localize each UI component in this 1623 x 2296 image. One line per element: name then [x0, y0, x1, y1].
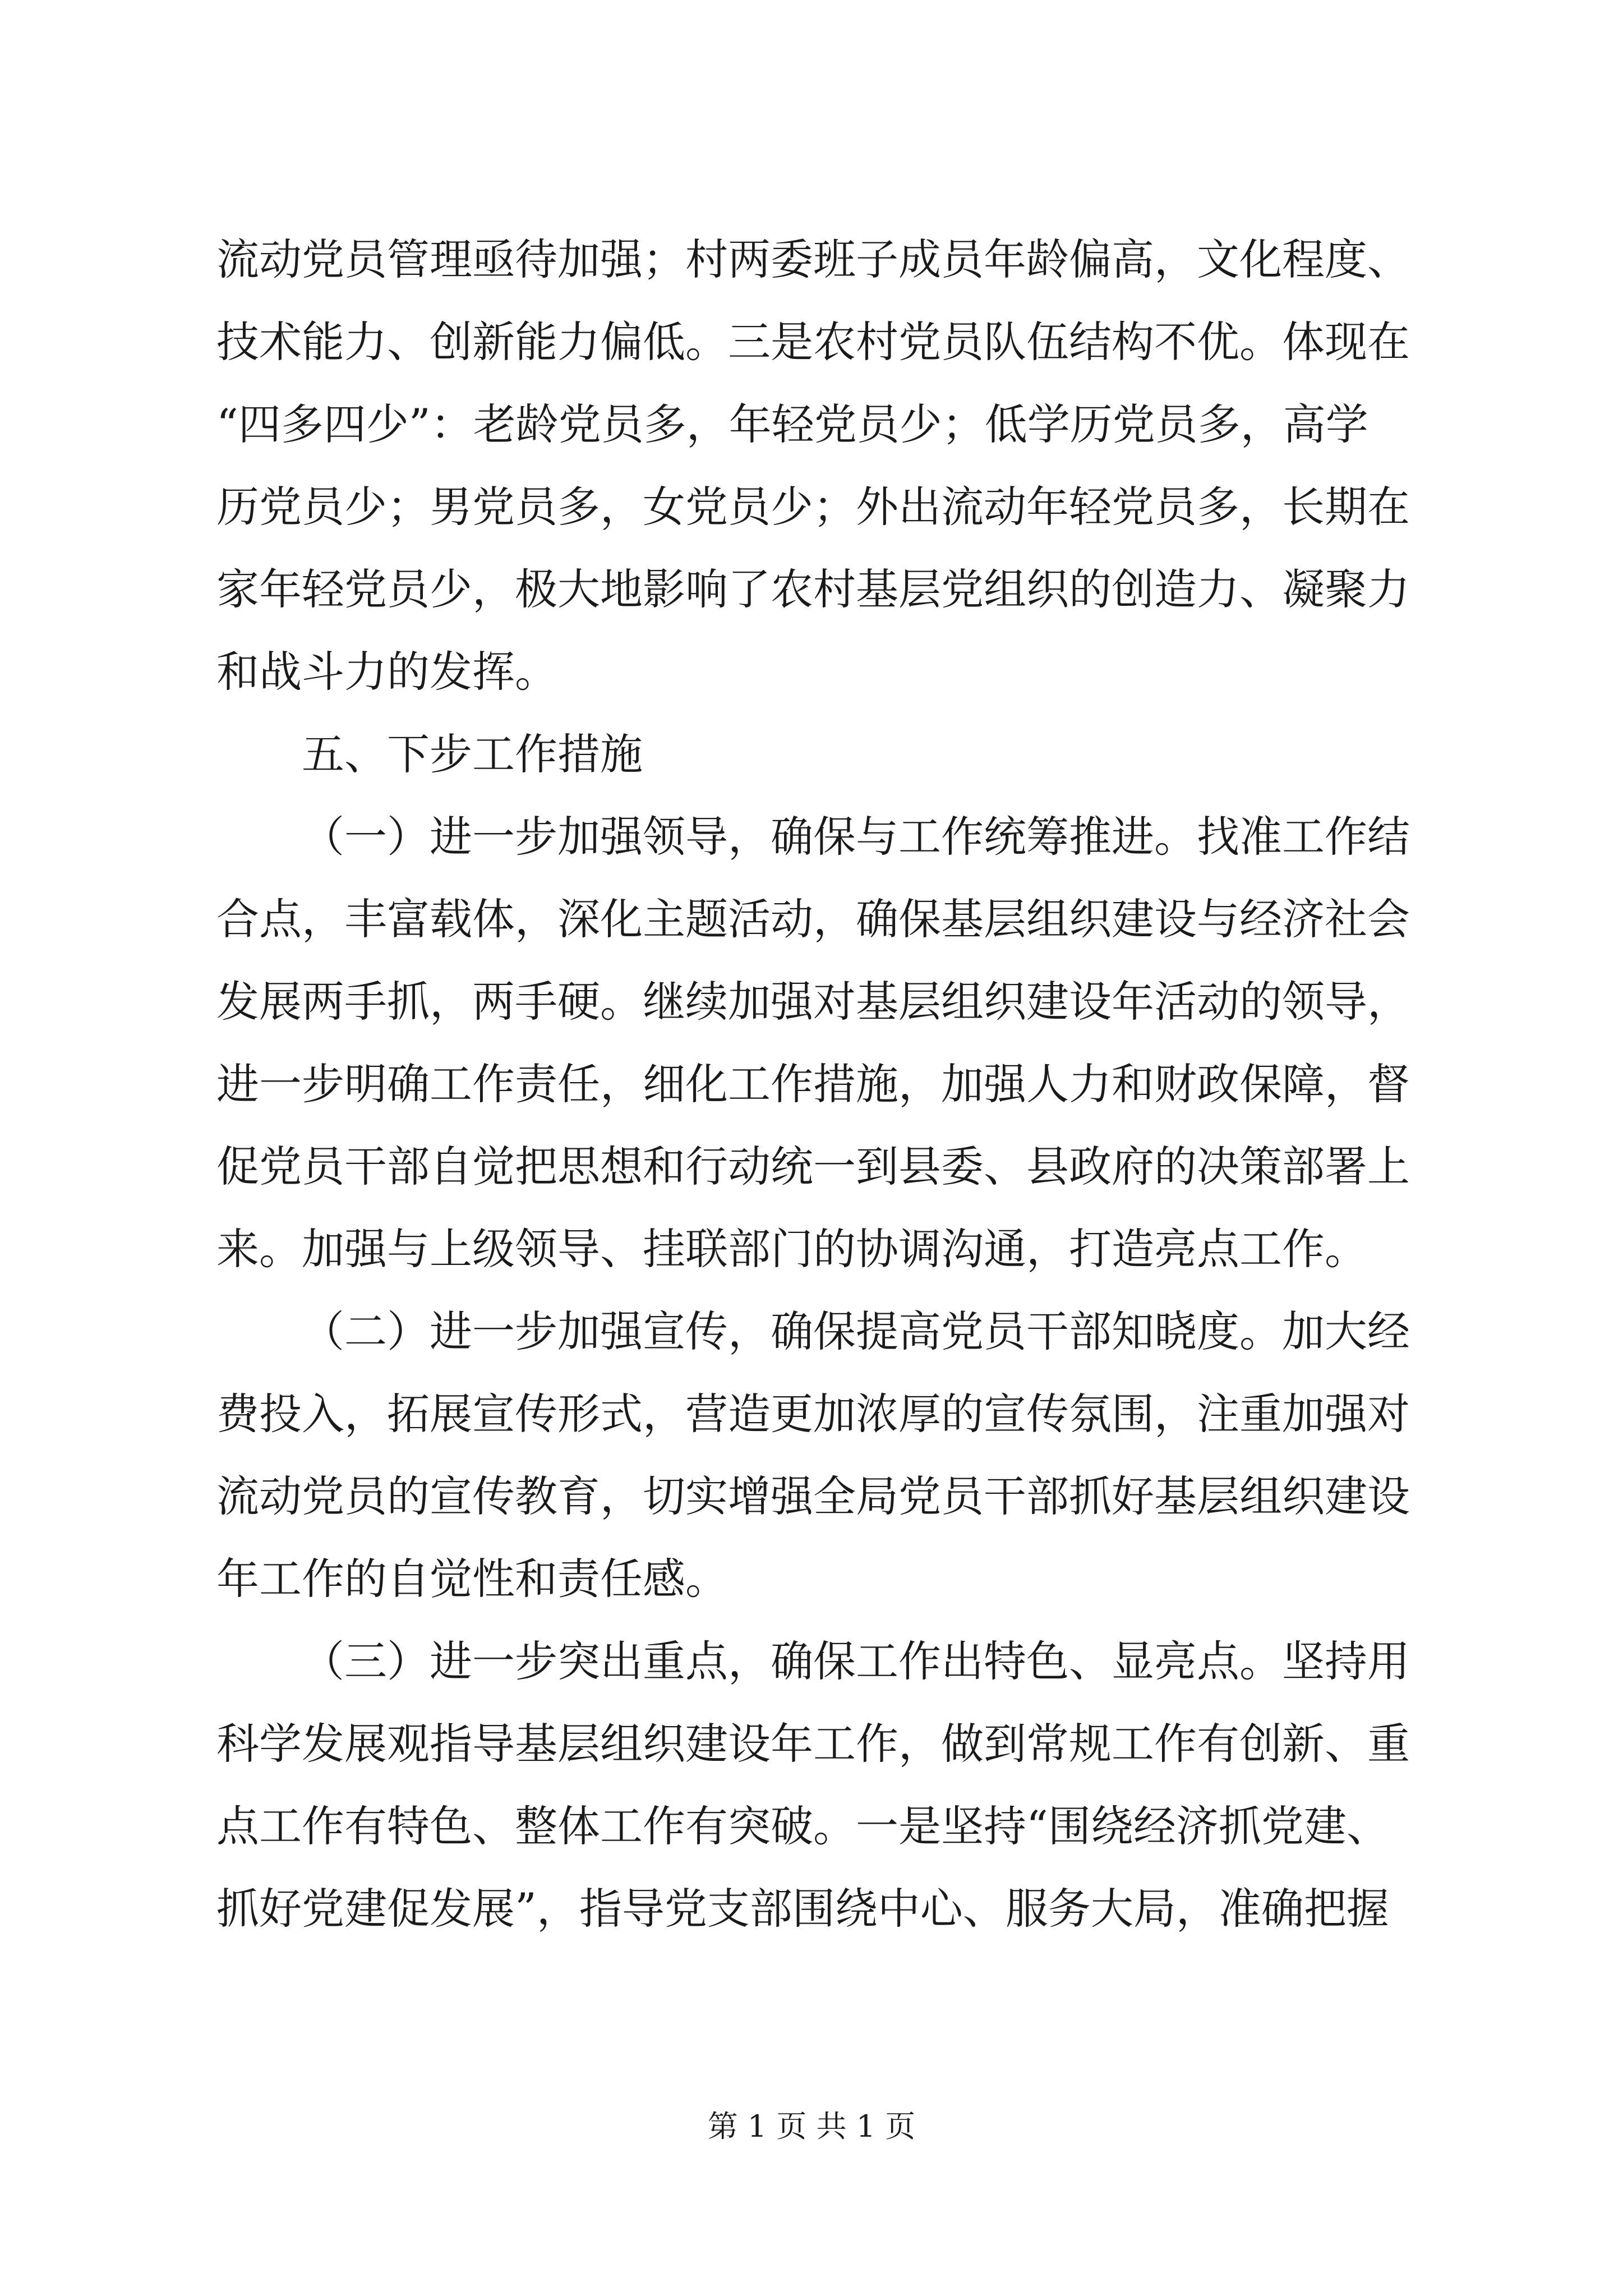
text-line-12: 促党员干部自觉把思想和行动统一到县委、县政府的决策部署上 [216, 1142, 1410, 1191]
text-line-5: 家年轻党员少，极大地影响了农村基层党组织的创造力、凝聚力 [216, 564, 1410, 614]
text-line-20: 点工作有特色、整体工作有突破。一是坚持“围绕经济抓党建、 [216, 1801, 1389, 1851]
text-line-10: 发展两手抓，两手硬。继续加强对基层组织建设年活动的领导， [216, 977, 1410, 1027]
text-line-6: 和战斗力的发挥。 [216, 647, 557, 697]
section-heading: 五、下步工作措施 [302, 729, 643, 779]
text-line-1: 流动党员管理亟待加强；村两委班子成员年龄偏高，文化程度、 [216, 234, 1410, 284]
text-line-11: 进一步明确工作责任，细化工作措施，加强人力和财政保障，督 [216, 1059, 1410, 1109]
text-line-13: 来。加强与上级领导、挂联部门的协调沟通，打造亮点工作。 [216, 1224, 1367, 1274]
text-line-18: （三）进一步突出重点，确保工作出特色、显亮点。坚持用 [302, 1636, 1410, 1686]
text-line-3: “四多四少”：老龄党员多，年轻党员少；低学历党员多，高学 [216, 399, 1368, 449]
text-line-19: 科学发展观指导基层组织建设年工作，做到常规工作有创新、重 [216, 1719, 1410, 1769]
text-line-15: 费投入，拓展宣传形式，营造更加浓厚的宣传氛围，注重加强对 [216, 1389, 1410, 1439]
text-line-14: （二）进一步加强宣传，确保提高党员干部知晓度。加大经 [302, 1306, 1410, 1356]
page-number-footer: 第 1 页 共 1 页 [707, 2109, 916, 2144]
text-line-16: 流动党员的宣传教育，切实增强全局党员干部抓好基层组织建设 [216, 1471, 1410, 1521]
text-line-17: 年工作的自觉性和责任感。 [216, 1554, 728, 1604]
text-line-8: （一）进一步加强领导，确保与工作统筹推进。找准工作结 [302, 812, 1410, 862]
text-line-21: 抓好党建促发展”，指导党支部围绕中心、服务大局，准确把握 [216, 1884, 1389, 1934]
text-line-9: 合点，丰富载体，深化主题活动，确保基层组织建设与经济社会 [216, 894, 1410, 944]
text-line-4: 历党员少；男党员多，女党员少；外出流动年轻党员多，长期在 [216, 482, 1410, 532]
text-line-2: 技术能力、创新能力偏低。三是农村党员队伍结构不优。体现在 [216, 317, 1410, 367]
